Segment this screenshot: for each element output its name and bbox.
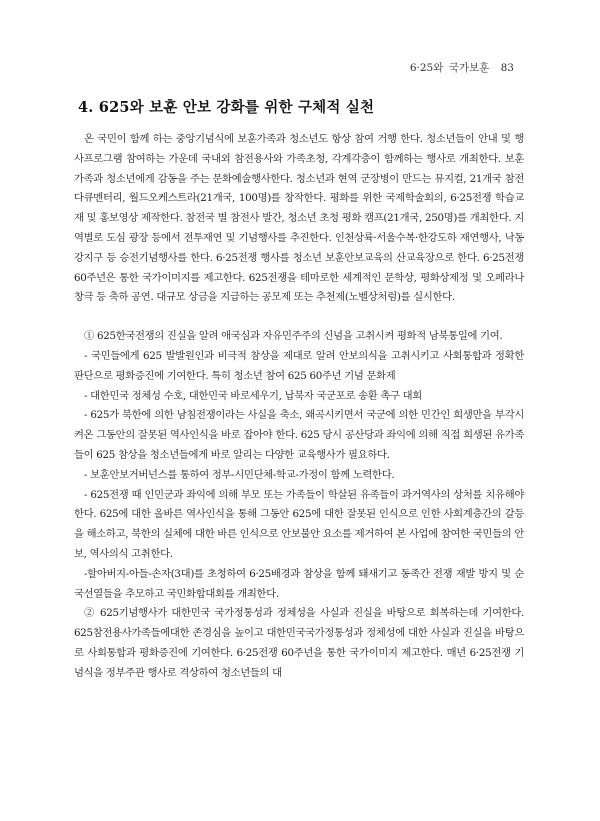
running-title: 6·25와 국가보훈: [409, 62, 490, 74]
item-1-sub-2: - 대한민국 정체성 수호, 대한민국 바로세우기, 납북자 국군포로 송환 촉구 대회: [84, 389, 422, 402]
page-number: 83: [500, 62, 514, 74]
running-header: [410, 60, 514, 75]
item-1-sub-1: - 국민들에게 625 발발원인과 비극적 참상을 제대로 알려 안보의식을 고취시키고 사회통합과 정확한 판단으로 평화증진에 기여한다. 특히 청소년 참여 625 60주년 기념 문화제: [74, 349, 524, 382]
item-1-sub-3: - 625가 북한에 의한 남침전쟁이라는 사실을 축소, 왜곡시키면서 국군에 의한 민간인 희생만을 부각시켜온 그동안의 잘못된 역사인식을 바로 잡아야 한다. 625 당시 공산당과 좌익에 의해 직접 희생된 유가족들이 625 참상을 청소년들에게 바로 알리는 다양한 교육행사가 필요하다.: [74, 409, 524, 461]
intro-paragraph: 온 국민이 함께 하는 중앙기념식에 보훈가족과 청소년도 항상 참여 거행 한다. 청소년들이 안내 및 행사프로그램 참여하는 가운데 국내외 참전용사와 가족초청, 각계각층이 함께하는 행사로 개최한다. 보훈가족과 청소년에게 감동을 주는 문화예술행사한다. 청소년과 현역 군장병이 만드는 뮤지컬, 21개국 참전 다큐멘터리, 월드오케스트라(21개국, 100명)를 창작한다. 평화를 위한 국제학술회의, 6·25전쟁 학습교재 및 홍보영상 제작한다. 참전국 별 참전사 발간, 청소년 초청 평화 캠프(21개국, 250명)를 개최한다. 지역별로 도심 광장 등에서 전투재연 및 기념행사를 추진한다. 인천상륙·서울수복·한강도하 재연행사, 낙동강지구 등 승전기념행사를 한다. 6·25전쟁 행사를 청소년 보훈안보교육의 산교육장으로 한다. 6·25전쟁 60주년은 통한 국가이미지를 제고한다. 625전쟁을 테마로한 세계적인 문학상, 평화상제정 및 오페라나 창극 등 축하 공연. 대규모 상금을 지급하는 공모제 또는 추천제(노벨상처럼)를 실시한다.: [74, 133, 524, 304]
item-1-sub-6: -할아버지-아들-손자(3대)를 초청하여 6·25배경과 참상을 함께 돼새기고 동족간 전쟁 재발 방지 및 순국선열들을 추모하고 국민화합대회를 개최한다.: [74, 567, 524, 600]
item-1: ① 625한국전쟁의 진실을 알려 애국심과 자유민주주의 신념을 고취시켜 평화적 남북통일에 기여.: [84, 330, 503, 343]
item-2: ② 625기념행사가 대한민국 국가정통성과 정체성을 사실과 진실을 바탕으로 회복하는데 기여한다. 625참전용사가족들에대한 존경심을 높이고 대한민국국가정통성과 정체성에 대한 사실과 진실을 바탕으로 사회통합과 평화증진에 기여한다. 6·25전쟁 60주년을 통한 국가이미지 제고한다. 매년 6·25전쟁 기념식을 정부주관 행사로 격상하여 청소년들의 대: [74, 607, 524, 679]
section-title: 4. 625와 보훈 안보 강화를 위한 구체적 실천: [78, 99, 375, 116]
item-1-sub-4: - 보훈안보거버넌스를 통하여 정부-시민단체-학교-가정이 함께 노력한다.: [84, 468, 395, 481]
body-text: [74, 130, 524, 684]
paragraph-gap: [74, 308, 524, 327]
item-1-sub-5: - 625전쟁 때 인민군과 좌익에 의해 부모 또는 가족들이 학살된 유족들이 과거역사의 상처를 치유해야한다. 625에 대한 올바른 역사인식을 통해 그동안 625에 대한 잘못된 인식으로 인한 사회계층간의 갈등을 해소하고, 북한의 실체에 대한 바른 인식으로 안보불안 요소를 제거하여 본 사업에 참여한 국민들의 안보, 역사의식 고취한다.: [74, 488, 524, 560]
